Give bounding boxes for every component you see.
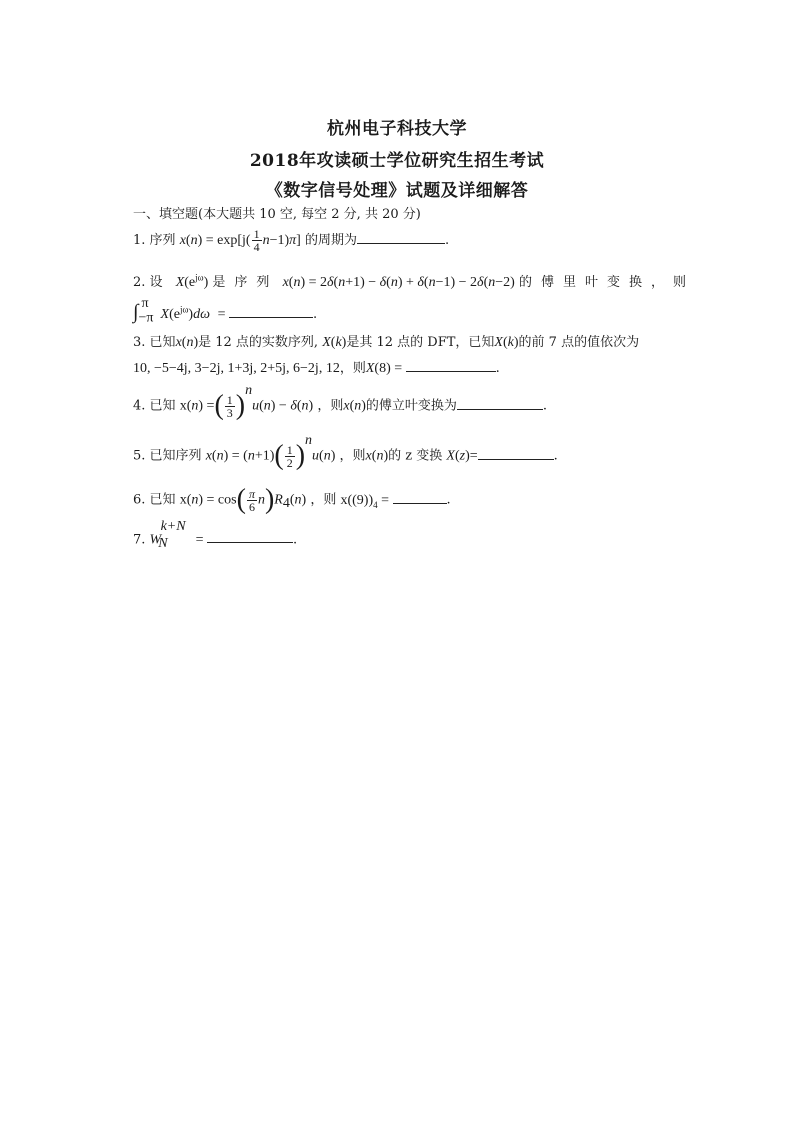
q4-number: 4.	[133, 398, 146, 414]
q3-values: 10, −5−4j, 3−2j, 1+3j, 2+5j, 6−2j, 12	[133, 361, 340, 376]
question-6: 6. 已知 x(n) = cos( $\frac{\pi}{6}$ $n)R_4(n)$ ，则 $x((9))_4$ = .	[133, 484, 451, 515]
q5-prefix: 已知序列	[149, 448, 202, 464]
q3-text-c: 是其 12 点的 DFT，已知	[346, 335, 495, 350]
q1-number: 1.	[133, 233, 146, 248]
q3-text-a: 已知	[149, 335, 176, 350]
q4-suffix: 的傅立叶变换为	[365, 398, 457, 414]
exam-title: 2018年攻读硕士学位研究生招生考试	[249, 151, 545, 171]
subject-title: 《数字信号处理》试题及详细解答	[265, 181, 529, 201]
q3-ask: ，则	[339, 361, 366, 376]
q2-mid: 是序列	[212, 275, 279, 290]
question-7: 7. $W_N^{k+N}=$ .	[133, 519, 298, 551]
answer-blank[interactable]	[207, 530, 293, 543]
q2-number: 2.	[133, 275, 146, 290]
q3-number: 3.	[133, 335, 146, 350]
q3-text-d: 的前 7 点的值依次为	[518, 335, 640, 350]
answer-blank[interactable]	[229, 305, 313, 318]
answer-blank[interactable]	[457, 397, 543, 410]
q3-text-b: 是 12 点的实数序列,	[198, 335, 319, 350]
q5-mid: ，则	[339, 448, 366, 464]
answer-blank[interactable]	[406, 359, 496, 372]
question-2: 2. 设 $X(e^{j\omega})$ 是序列 x(n) = 2δ(n+1) − δ(n) + δ(n−1) − 2δ(n−2) 的傅里叶变换，则	[133, 272, 695, 290]
q6-number: 6.	[133, 492, 146, 508]
answer-blank[interactable]	[393, 491, 447, 504]
question-3-values: 10, −5−4j, 3−2j, 1+3j, 2+5j, 6−2j, 12，则X(8) = .	[133, 361, 500, 376]
q4-prefix: 已知	[149, 398, 176, 414]
q1-prefix: 序列	[149, 233, 176, 248]
q6-prefix: 已知	[149, 492, 176, 508]
q6-mid: ，则	[310, 492, 337, 508]
q1-suffix: 的周期为	[304, 233, 357, 248]
answer-blank[interactable]	[357, 231, 445, 244]
question-2-integral: $\int_{-\pi}^\pi X(e^{j\omega})d\omega$ = .	[133, 295, 318, 326]
q4-mid: ，则	[317, 398, 344, 414]
q7-number: 7.	[133, 532, 146, 548]
section-heading: 一、填空题(本大题共 10 空, 每空 2 分, 共 20 分)	[133, 207, 421, 222]
university-title: 杭州电子科技大学	[327, 119, 467, 139]
question-1: 1. 序列 x(n) = exp[j( $\frac{1}{4}$ n−1)π] 的周期为 .	[133, 227, 450, 254]
answer-blank[interactable]	[478, 447, 554, 460]
q5-number: 5.	[133, 448, 146, 464]
q2-suffix: 的傅里叶变换，则	[518, 275, 695, 290]
question-5: 5. 已知序列 x(n) = (n+1)( $\frac{1}{2}$ )$^n$u(n) ，则x(n)的 z 变换 X(z)= .	[133, 433, 558, 471]
q5-suffix: 的 z 变换	[388, 448, 443, 464]
question-4: 4. 已知 x(n) =( $\frac{1}{3}$ )$^n$u(n) − δ(n) ，则x(n)的傅立叶变换为 .	[133, 383, 548, 421]
question-3: 3. 已知x(n)是 12 点的实数序列, X(k)是其 12 点的 DFT，已知X(k)的前 7 点的值依次为	[133, 335, 640, 350]
q2-prefix: 设	[149, 275, 172, 290]
